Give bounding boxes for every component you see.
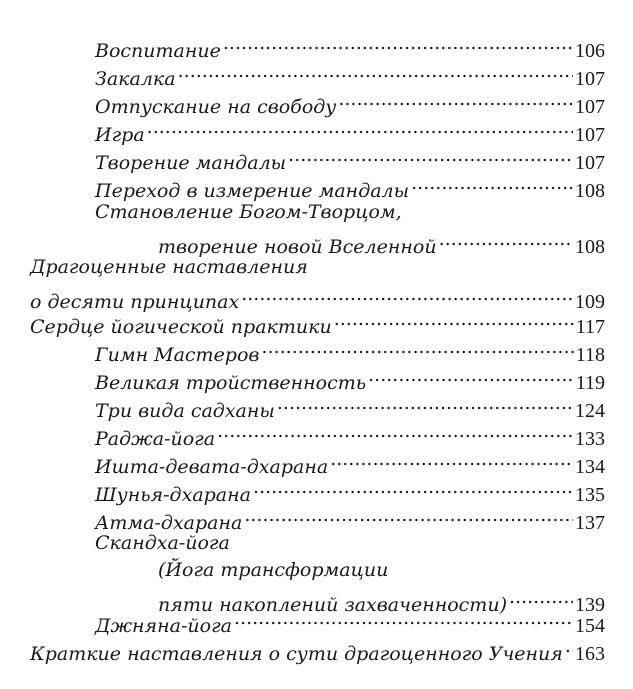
toc-leader-dots [241,281,573,308]
toc-entry-title: Великая тройственность [95,372,367,394]
toc-entry-title: Раджа-йога [95,428,216,450]
toc-entry[interactable] [95,605,605,637]
toc-entry[interactable] [95,418,605,450]
toc-entry[interactable] [30,254,605,313]
toc-entry-title: Воспитание [95,40,221,62]
toc-entry-title: Ишта-девата-дхарана [95,456,329,478]
toc-entry-title: Переход в измерение мандалы [95,180,410,202]
toc-leader-dots [565,633,573,660]
toc-entry[interactable] [95,58,605,90]
toc-line [95,226,605,258]
toc-entry[interactable] [95,142,605,174]
toc-entry-title-line1: Становление Богом-Творцом, [95,201,402,223]
toc-entry[interactable] [95,474,605,506]
toc-entry-page: 163 [575,643,605,665]
toc-leader-dots [338,86,573,113]
toc-line [95,58,605,90]
toc-entry[interactable] [95,114,605,146]
toc-entry-page: 154 [575,615,605,637]
toc-line [95,446,605,478]
toc-entry-title: о десяти принципах [30,291,240,313]
toc-leader-dots [411,170,573,197]
toc-line [95,605,605,637]
toc-entry-title: Отпускание на свободу [95,96,337,118]
toc-entry[interactable] [95,530,605,616]
toc-entry-title: Закалка [95,68,176,90]
toc-entry-page: 117 [575,316,605,338]
toc-entry[interactable] [95,334,605,366]
toc-entry-page: 107 [575,152,605,174]
toc-line [95,362,605,394]
toc-entry[interactable] [95,446,605,478]
toc-leader-dots [334,306,574,333]
toc-leader-dots [217,418,573,445]
toc-entry[interactable] [95,170,605,202]
toc-leader-dots [330,446,573,473]
toc-entry-page: 107 [575,68,605,90]
toc-leader-dots [244,502,573,529]
toc-entry-title: Творение мандалы [95,152,287,174]
toc-entry-title: Атма-дхарана [95,512,243,534]
toc-entry-page: 108 [575,180,605,202]
toc-line [95,30,605,62]
toc-entry-page: 133 [575,428,605,450]
toc-entry-title: Шунья-дхарана [95,484,251,506]
toc-leader-dots [368,362,574,389]
toc-line [95,474,605,506]
toc-entry-title: Сердце йогической практики [30,316,332,338]
toc-entry-title: Три вида садханы [95,400,275,422]
toc-entry-page: 134 [575,456,605,478]
toc-leader-dots [147,114,573,141]
toc-line [30,633,605,665]
toc-entry[interactable] [95,199,605,258]
toc-entry-title: Игра [95,124,145,146]
toc-line [95,170,605,202]
toc-leader-dots [178,58,573,85]
toc-entry-page: 107 [575,124,605,146]
toc-entry[interactable] [95,86,605,118]
toc-line [30,281,605,313]
toc-leader-dots [234,605,573,632]
toc-line [95,142,605,174]
toc-entry[interactable] [95,30,605,62]
toc-leader-dots [277,390,573,417]
toc-entry-page: 107 [575,96,605,118]
toc-entry[interactable] [30,306,605,338]
toc-entry-page: 137 [575,512,605,534]
toc-line [30,306,605,338]
toc-line [95,502,605,534]
toc-entry-title: Джняна-йога [95,615,233,637]
toc-entry-title: Гимн Мастеров [95,344,260,366]
toc-entry-title: пяти накоплений захваченности) [158,594,507,616]
toc-entry-page: 124 [575,400,605,422]
toc-line [95,390,605,422]
toc-entry-page: 108 [575,236,605,258]
toc-entry-page: 109 [575,291,605,313]
toc-entry-page: 106 [575,40,605,62]
toc-leader-dots [288,142,573,169]
toc-line [95,418,605,450]
toc-entry-title-line1: Драгоценные наставления [30,256,308,278]
toc-entry[interactable] [95,502,605,534]
toc-entry[interactable] [95,390,605,422]
toc-leader-dots [439,226,573,253]
toc-leader-dots [223,30,573,57]
toc-entry-page: 135 [575,484,605,506]
toc-entry-title: творение новой Вселенной [158,236,437,258]
toc-entry-title-line2: (Йога трансформации [158,559,389,581]
toc-line [95,86,605,118]
toc-line [95,334,605,366]
toc-entry[interactable] [30,633,605,665]
toc-line [95,114,605,146]
toc-entry-page: 119 [575,372,605,394]
toc-leader-dots [253,474,573,501]
toc-entry-title: Краткие наставления о сути драгоценного Учения [30,643,563,665]
toc-leader-dots [261,334,573,361]
toc-entry[interactable] [95,362,605,394]
toc-entry-title-line1: Скандха-йога [95,532,230,554]
toc-entry-page: 118 [575,344,605,366]
toc-entry-page: 139 [575,594,605,616]
